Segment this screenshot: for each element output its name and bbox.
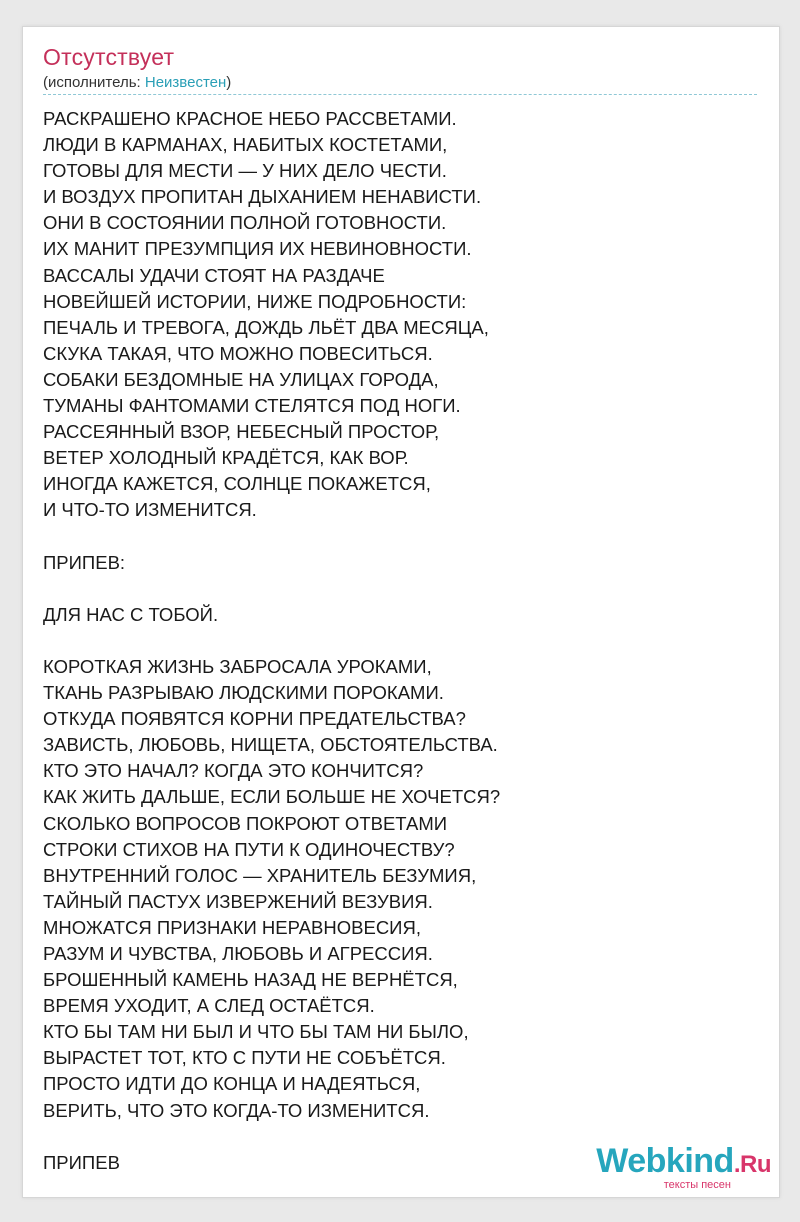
logo-tagline: тексты песен (663, 1179, 731, 1191)
lyric-line: НОВЕЙШЕЙ ИСТОРИИ, НИЖЕ ПОДРОБНОСТИ: (43, 290, 467, 312)
divider (43, 94, 757, 95)
lyric-line: ВЕРИТЬ, ЧТО ЭТО КОГДА-ТО ИЗМЕНИТСЯ. (43, 1099, 430, 1121)
lyric-line: ПЕЧАЛЬ И ТРЕВОГА, ДОЖДЬ ЛЬЁТ ДВА МЕСЯЦА, (43, 316, 489, 338)
lyric-line: БРОШЕННЫЙ КАМЕНЬ НАЗАД НЕ ВЕРНЁТСЯ, (43, 969, 458, 991)
lyric-line: КТО БЫ ТАМ НИ БЫЛ И ЧТО БЫ ТАМ НИ БЫЛО, (43, 1021, 469, 1043)
lyric-line: СТРОКИ СТИХОВ НА ПУТИ К ОДИНОЧЕСТВУ? (43, 838, 455, 860)
lyric-line: ВАССАЛЫ УДАЧИ СТОЯТ НА РАЗДАЧЕ (43, 264, 385, 286)
logo-wordmark (596, 1144, 771, 1182)
lyric-line: ТАЙНЫЙ ПАСТУХ ИЗВЕРЖЕНИЙ ВЕЗУВИЯ. (43, 890, 433, 912)
lyric-line: СКОЛЬКО ВОПРОСОВ ПОКРОЮТ ОТВЕТАМИ (43, 812, 448, 834)
lyric-line: ВНУТРЕННИЙ ГОЛОС — ХРАНИТЕЛЬ БЕЗУМИЯ, (43, 864, 477, 886)
lyric-line: ВРЕМЯ УХОДИТ, А СЛЕД ОСТАЁТСЯ. (43, 995, 375, 1017)
lyric-line: ДЛЯ НАС С ТОБОЙ. (43, 603, 219, 625)
lyric-line (43, 628, 500, 654)
lyric-line (43, 1124, 500, 1150)
lyric-line: МНОЖАТСЯ ПРИЗНАКИ НЕРАВНОВЕСИЯ, (43, 916, 421, 938)
lyric-line: ПРИПЕВ: (43, 551, 126, 573)
lyric-line: КАК ЖИТЬ ДАЛЬШЕ, ЕСЛИ БОЛЬШЕ НЕ ХОЧЕТСЯ? (43, 786, 501, 808)
lyric-line: ГОТОВЫ ДЛЯ МЕСТИ — У НИХ ДЕЛО ЧЕСТИ. (43, 160, 447, 182)
lyrics-text (43, 106, 500, 1176)
lyric-line: ВЕТЕР ХОЛОДНЫЙ КРАДЁТСЯ, КАК ВОР. (43, 447, 409, 469)
lyric-line: И ЧТО-ТО ИЗМЕНИТСЯ. (43, 499, 257, 521)
lyric-line: ПРИПЕВ (43, 1151, 120, 1173)
artist-line (43, 74, 231, 91)
lyric-line: КОРОТКАЯ ЖИЗНЬ ЗАБРОСАЛА УРОКАМИ, (43, 655, 432, 677)
lyric-line: ПРОСТО ИДТИ ДО КОНЦА И НАДЕЯТЬСЯ, (43, 1073, 421, 1095)
lyric-line: РАССЕЯННЫЙ ВЗОР, НЕБЕСНЫЙ ПРОСТОР, (43, 421, 440, 443)
lyric-line: КТО ЭТО НАЧАЛ? КОГДА ЭТО КОНЧИТСЯ? (43, 760, 424, 782)
lyrics-card (22, 26, 780, 1198)
lyric-line: ОТКУДА ПОЯВЯТСЯ КОРНИ ПРЕДАТЕЛЬСТВА? (43, 708, 466, 730)
lyric-line: ИНОГДА КАЖЕТСЯ, СОЛНЦЕ ПОКАЖЕТСЯ, (43, 473, 431, 495)
logo-brand: Webkind (596, 1142, 734, 1180)
logo-tld: .Ru (733, 1151, 771, 1178)
artist-link[interactable]: Неизвестен (144, 74, 227, 91)
lyric-line (43, 576, 500, 602)
artist-suffix: ) (226, 74, 232, 91)
lyric-line: ЗАВИСТЬ, ЛЮБОВЬ, НИЩЕТА, ОБСТОЯТЕЛЬСТВА. (43, 734, 498, 756)
lyric-line: СКУКА ТАКАЯ, ЧТО МОЖНО ПОВЕСИТЬСЯ. (43, 342, 433, 364)
lyric-line: ВЫРАСТЕТ ТОТ, КТО С ПУТИ НЕ СОБЪЁТСЯ. (43, 1047, 446, 1069)
lyric-line: ЛЮДИ В КАРМАНАХ, НАБИТЫХ КОСТЕТАМИ, (43, 134, 448, 156)
song-title: Отсутствует (43, 44, 175, 70)
site-logo[interactable] (596, 1144, 771, 1191)
lyric-line (43, 524, 500, 550)
lyric-line: РАСКРАШЕНО КРАСНОЕ НЕБО РАССВЕТАМИ. (43, 108, 457, 129)
artist-prefix: (исполнитель: (43, 74, 145, 91)
lyric-line: РАЗУМ И ЧУВСТВА, ЛЮБОВЬ И АГРЕССИЯ. (43, 943, 433, 964)
lyric-line: ОНИ В СОСТОЯНИИ ПОЛНОЙ ГОТОВНОСТИ. (43, 212, 447, 234)
lyric-line: ИХ МАНИТ ПРЕЗУМПЦИЯ ИХ НЕВИНОВНОСТИ. (43, 238, 472, 260)
lyric-line: ТКАНЬ РАЗРЫВАЮ ЛЮДСКИМИ ПОРОКАМИ. (43, 682, 444, 704)
lyric-line: И ВОЗДУХ ПРОПИТАН ДЫХАНИЕМ НЕНАВИСТИ. (43, 186, 482, 208)
lyric-line: ТУМАНЫ ФАНТОМАМИ СТЕЛЯТСЯ ПОД НОГИ. (43, 395, 461, 417)
lyric-line: СОБАКИ БЕЗДОМНЫЕ НА УЛИЦАХ ГОРОДА, (43, 368, 439, 390)
